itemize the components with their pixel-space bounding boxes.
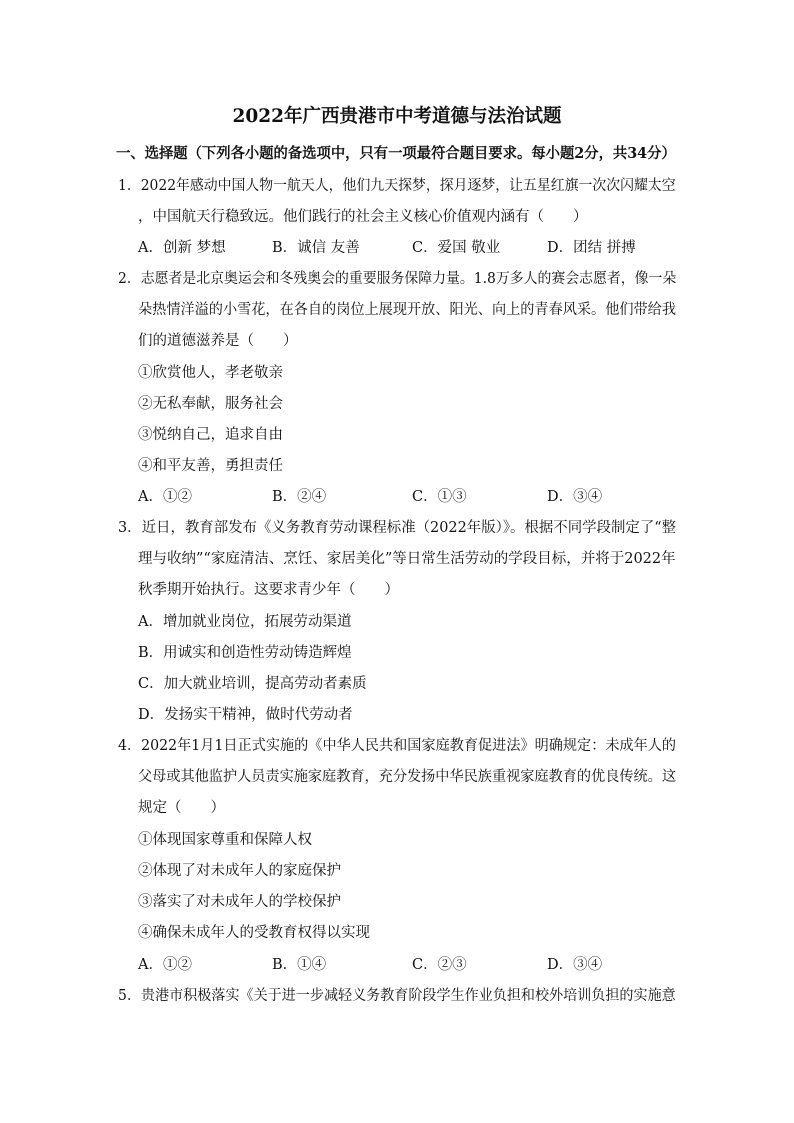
q4-option-b: B．①④ (272, 957, 327, 973)
q2-item: ①欣赏他人，孝老敬亲 (138, 365, 283, 381)
q4-item: ④确保未成年人的受教育权得以实现 (138, 925, 370, 941)
q3-stem-line: 3．近日，教育部发布《义务教育劳动课程标准（2022年版）》。根据不同学段制定了“整 (118, 520, 677, 536)
q5-stem-line: 5．贵港市积极落实《关于进一步减轻义务教育阶段学生作业负担和校外培训负担的实施意 (118, 988, 676, 1004)
q2-stem-line: 2．志愿者是北京奥运会和冬残奥会的重要服务保障力量。1.8万多人的赛会志愿者，像一朵 (118, 271, 677, 287)
q1-option-d: D．团结 拼搏 (547, 240, 636, 256)
q2-item: ④和平友善，勇担责任 (138, 458, 283, 474)
q4-stem-line: 父母或其他监护人员责实施家庭教育，充分发扬中华民族重视家庭教育的优良传统。这 (138, 769, 676, 785)
q2-option-b: B．②④ (272, 489, 327, 505)
q4-option-d: D．③④ (547, 957, 603, 973)
q3-option-b: B．用诚实和创造性劳动铸造辉煌 (138, 645, 352, 661)
q2-item: ②无私奉献，服务社会 (138, 396, 283, 412)
q4-item: ②体现了对未成年人的家庭保护 (138, 863, 341, 879)
q2-stem-line: 朵热情洋溢的小雪花，在各自的岗位上展现开放、阳光、向上的青春风采。他们带给我 (138, 302, 676, 318)
q3-stem-line: 秋季期开始执行。这要求青少年（ ） (138, 582, 399, 598)
q4-option-c: C．②③ (412, 957, 467, 973)
q2-option-c: C．①③ (412, 489, 467, 505)
q2-item: ③悦纳自己，追求自由 (138, 427, 283, 443)
q1-stem-line: 1．2022年感动中国人物一航天人，他们九天探梦，探月逐梦，让五星红旗一次次闪耀太空 (118, 178, 676, 194)
page-title: 2022年广西贵港市中考道德与法治试题 (232, 106, 562, 127)
q2-option-d: D．③④ (547, 489, 603, 505)
q2-option-a: A．①② (138, 489, 192, 505)
q4-option-a: A．①② (138, 957, 192, 973)
q3-option-c: C．加大就业培训，提高劳动者素质 (138, 676, 367, 692)
q1-option-c: C．爱国 敬业 (412, 240, 501, 256)
q1-stem-line: ，中国航天行稳致远。他们践行的社会主义核心价值观内涵有（ ） (138, 209, 588, 225)
q4-item: ①体现国家尊重和保障人权 (138, 832, 312, 848)
q4-stem-line: 规定（ ） (138, 800, 225, 816)
section-heading: 一、选择题（下列各小题的备选项中，只有一项最符合题目要求。每小题2分，共34分） (116, 145, 676, 162)
q4-item: ③落实了对未成年人的学校保护 (138, 894, 341, 910)
q1-option-b: B．诚信 友善 (272, 240, 360, 256)
q1-option-a: A．创新 梦想 (138, 240, 226, 256)
q3-option-d: D．发扬实干精神，做时代劳动者 (138, 707, 353, 723)
q2-stem-line: 们的道德滋养是（ ） (138, 333, 298, 349)
q3-option-a: A．增加就业岗位，拓展劳动渠道 (138, 614, 352, 630)
q3-stem-line: 理与收纳”“家庭清洁、烹饪、家居美化”等日常生活劳动的学段目标，并将于2022年 (138, 551, 676, 567)
q4-stem-line: 4．2022年1月1日正式实施的《中华人民共和国家庭教育促进法》明确规定：未成年人的 (118, 738, 677, 754)
